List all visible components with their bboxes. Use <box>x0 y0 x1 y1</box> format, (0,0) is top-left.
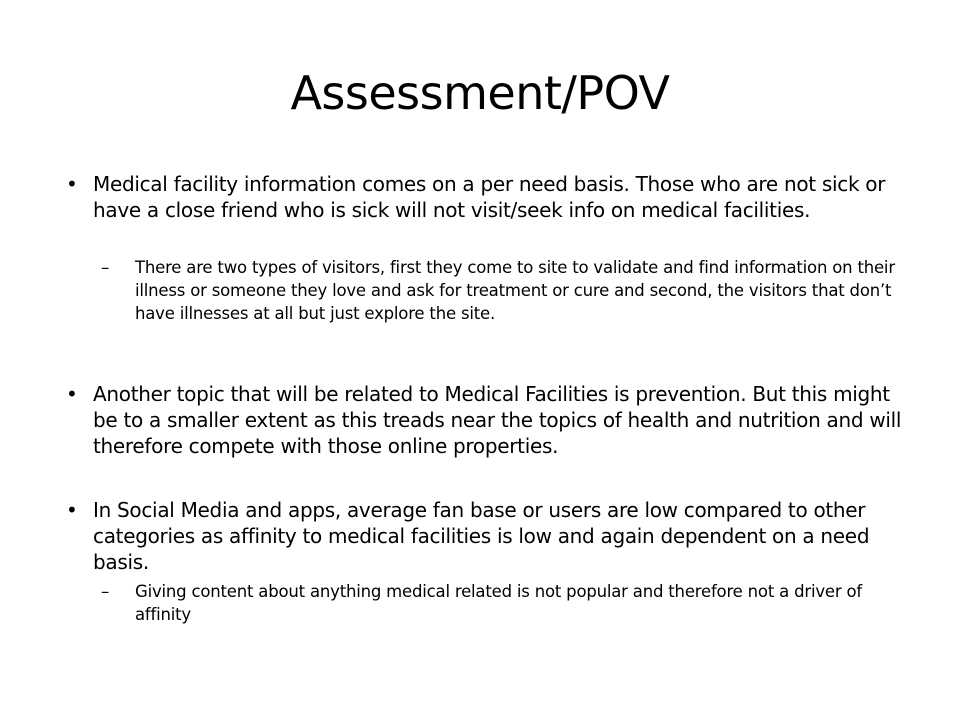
sub-bullet-dash: – <box>101 258 110 277</box>
slide-title: Assessment/POV <box>290 66 670 120</box>
bullet-text: In Social Media and apps, average fan base or users are low compared to other categories as affinity to medical facilities is low and again dependent on a need basis. <box>93 498 870 574</box>
bullet-item <box>66 381 915 459</box>
bullet-dot: • <box>66 498 78 522</box>
bullet-dot: • <box>66 382 78 406</box>
sub-bullet-item <box>101 256 905 325</box>
bullet-item <box>66 497 915 575</box>
sub-bullet-text: There are two types of visitors, first they come to site to validate and find information on their illness or someone they love and ask for treatment or cure and second, the visitors that don’t have illnesses at all but just explore the site. <box>135 258 895 323</box>
bullet-text: Medical facility information comes on a per need basis. Those who are not sick or have a close friend who is sick will not visit/seek info on medical facilities. <box>93 172 886 222</box>
bullet-item <box>66 171 915 223</box>
sub-bullet-item <box>101 580 905 626</box>
bullet-text: Another topic that will be related to Medical Facilities is prevention. But this might be to a smaller extent as this treads near the topics of health and nutrition and will therefore compete with those online properties. <box>93 382 902 458</box>
sub-bullet-dash: – <box>101 582 110 601</box>
sub-bullet-text: Giving content about anything medical related is not popular and therefore not a driver of affinity <box>135 582 862 624</box>
bullet-dot: • <box>66 172 78 196</box>
